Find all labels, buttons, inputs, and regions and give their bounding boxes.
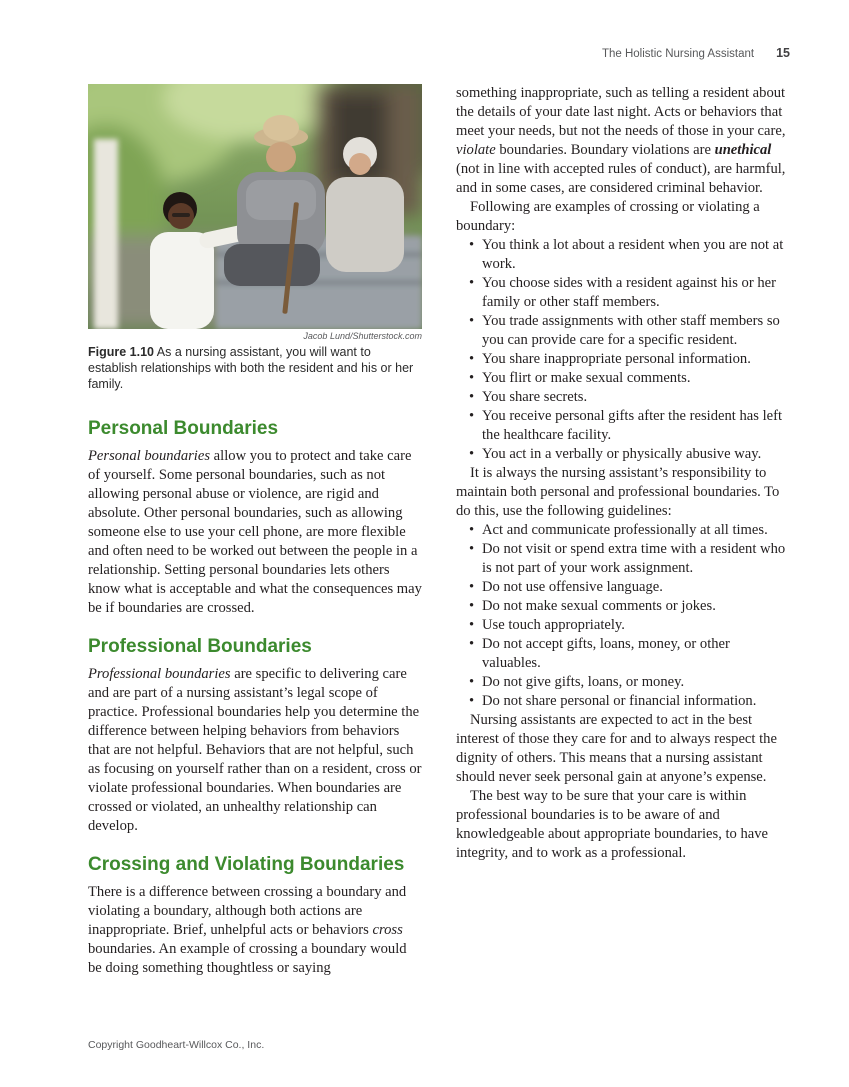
paragraph-personal-boundaries: Personal boundaries allow you to protect and take care of yourself. Some personal boundaries, such as not allowing personal abuse or violence, are rigid and absolute. Other personal boundaries, such as allowing someone else to use your cell phone, are more flexible and often need to be worked out between the people in a relationship. Setting personal boundaries lets others know what is acceptable and what the consequences may be if boundaries are crossed. — [88, 448, 422, 616]
paragraph-professional-boundaries: Professional boundaries are specific to delivering care and are part of a nursing assistant’s legal scope of practice. Professional boundaries help you determine the difference between helping behaviors from behaviors that are not helpful. Behaviors that are not helpful, such as focusing on yourself rather than on a resident, cross or violate professional boundaries. When boundaries are crossed or violated, an unhealthy relationship can develop. — [88, 666, 422, 834]
list-item: • Do not accept gifts, loans, money, or other valuables. — [456, 635, 790, 673]
figure-label: Figure 1.10 — [88, 345, 154, 359]
figure-photo-illustration — [88, 84, 422, 329]
list-item: • You choose sides with a resident against his or her family or other staff members. — [456, 274, 790, 312]
list-item: • Do not visit or spend extra time with a resident who is not part of your work assignment. — [456, 540, 790, 578]
list-item: • You share inappropriate personal information. — [456, 350, 790, 369]
list-item: • You share secrets. — [456, 388, 790, 407]
page-number: 15 — [776, 46, 790, 60]
photo-credit: Jacob Lund/Shutterstock.com — [303, 331, 422, 341]
footer-copyright: Copyright Goodheart-Willcox Co., Inc. — [88, 1039, 265, 1051]
list-item: • Do not make sexual comments or jokes. — [456, 597, 790, 616]
paragraph-continuation: something inappropriate, such as telling a resident about the details of your date last night. Acts or behaviors that meet your needs, but not the needs of those in your care, violate boundaries. Boundary violations are unethical (not in line with accepted rules of conduct), are harmful, and in some cases, are considered criminal behavior. — [456, 85, 786, 196]
photo-scene — [88, 84, 422, 329]
list-item: • Do not use offensive language. — [456, 578, 790, 597]
list-item: • You act in a verbally or physically abusive way. — [456, 445, 790, 464]
paragraph-expected-conduct: Nursing assistants are expected to act in the best interest of those they care for and to always respect the dignity of others. This means that a nursing assistant should never seek personal gain at anyone’s expense. — [456, 712, 777, 785]
list-item: • You flirt or make sexual comments. — [456, 369, 790, 388]
left-column — [88, 84, 422, 978]
porch-post — [94, 139, 118, 329]
guidelines-list — [456, 521, 790, 711]
heading-personal-boundaries: Personal Boundaries — [88, 418, 279, 439]
heading-crossing-violating-boundaries: Crossing and Violating Boundaries — [88, 854, 405, 875]
running-title: The Holistic Nursing Assistant — [601, 48, 755, 60]
paragraph-best-way: The best way to be sure that your care is within professional boundaries is to be aware of and knowledgeable about appropriate boundaries, to have integrity, and to work as a professional. — [456, 788, 769, 861]
list-item: • Do not share personal or financial information. — [456, 692, 790, 711]
heading-professional-boundaries: Professional Boundaries — [88, 636, 312, 657]
paragraph-responsibility: It is always the nursing assistant’s responsibility to maintain both personal and professional boundaries. To do this, use the following guidelines: — [456, 465, 780, 519]
figure-caption — [88, 344, 422, 392]
violations-list — [456, 236, 790, 464]
list-item: • You think a lot about a resident when you are not at work. — [456, 236, 790, 274]
paragraph-examples-intro: Following are examples of crossing or violating a boundary: — [456, 199, 760, 234]
paragraph-crossing-boundaries: There is a difference between crossing a boundary and violating a boundary, although both actions are inappropriate. Brief, unhelpful acts or behaviors cross boundaries. An example of crossing a boundary would be doing something thoughtless or saying — [88, 884, 407, 976]
figure-caption-text: As a nursing assistant, you will want to establish relationships with both the resident and his or her family. — [88, 345, 414, 391]
two-column-layout — [88, 84, 790, 978]
list-item: • You trade assignments with other staff members so you can provide care for a specific resident. — [456, 312, 790, 350]
running-head — [602, 46, 790, 60]
list-item: • Use touch appropriately. — [456, 616, 790, 635]
right-column — [456, 84, 790, 978]
list-item: • Act and communicate professionally at all times. — [456, 521, 790, 540]
figure-1-10 — [88, 84, 422, 392]
list-item: • You receive personal gifts after the resident has left the healthcare facility. — [456, 407, 790, 445]
list-item: • Do not give gifts, loans, or money. — [456, 673, 790, 692]
